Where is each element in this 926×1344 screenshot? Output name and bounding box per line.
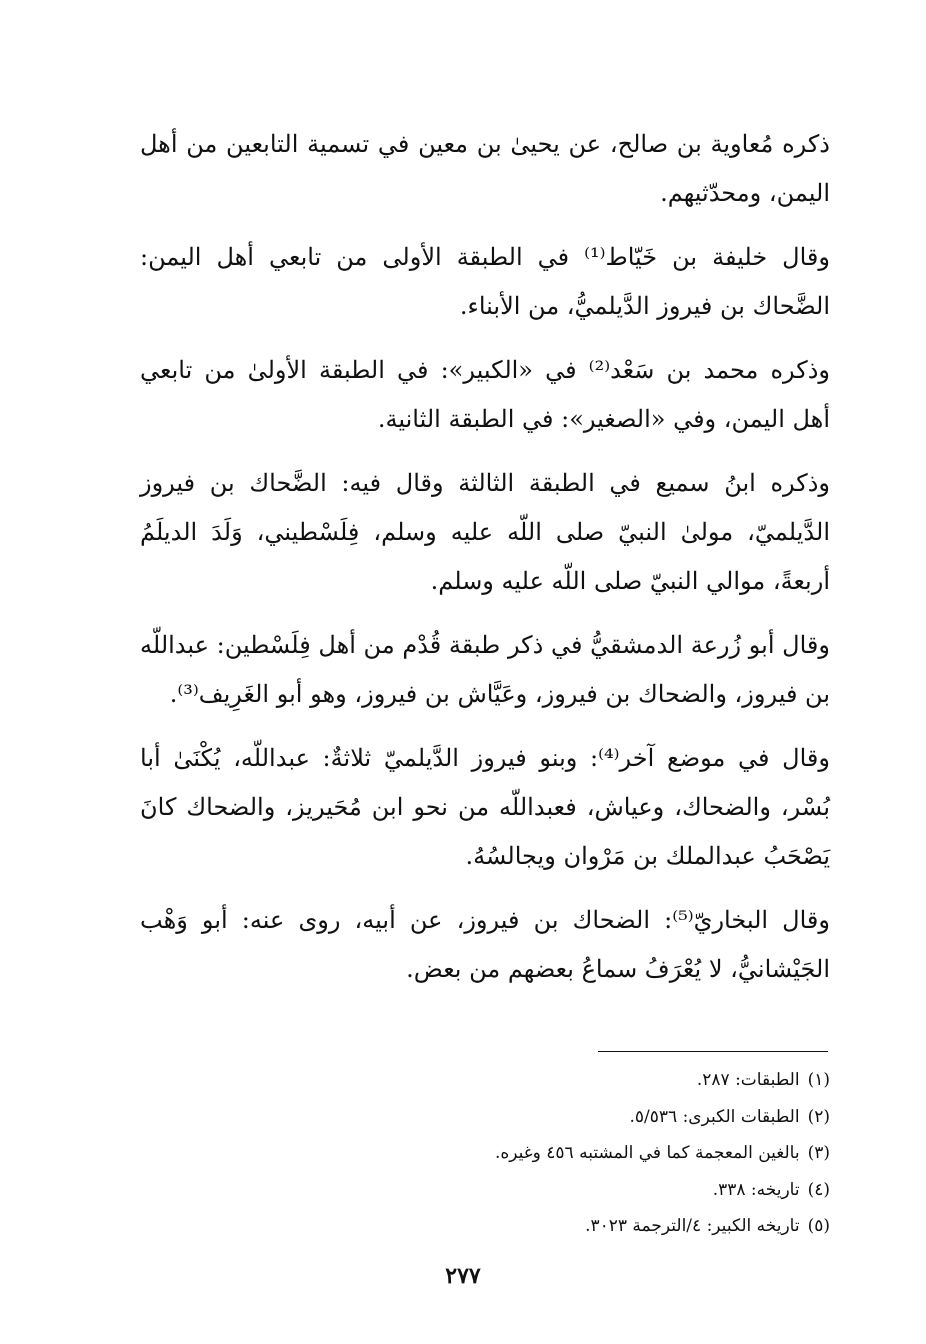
footnote-text: الطبقات الكبرى: ٥/٥٣٦. [629,1106,800,1127]
paragraph-2: وقال خليفة بن خَيّاط⁽¹⁾ في الطبقة الأولى من تابعي أهل اليمن: الضَّحاك بن فيروز الدَّيلميُّ، من الأبناء. [140,243,830,320]
footnotes-list [140,1062,830,1245]
paragraph-4: وذكره ابنُ سميع في الطبقة الثالثة وقال فيه: الضَّحاك بن فيروز الدَّيلميّ، مولىٰ النبيّ صلى اللّه عليه وسلم، فِلَسْطيني، وَلَدَ الديلَمُ أربعةً، موالي النبيّ صلى اللّه عليه وسلم. [140,469,830,595]
footnote-3 [140,1135,830,1172]
footnote-number: (٢) [807,1106,830,1127]
paragraph-6: وقال في موضع آخر⁽⁴⁾: وبنو فيروز الدَّيلميّ ثلاثةٌ: عبداللّه، يُكْنَىٰ أبا بُسْر، والضحاك، وعياش، فعبداللّه من نحو ابن مُحَيريز، والضحاك كانَ يَصْحَبُ عبدالملك بن مَرْوان ويجالسُهُ. [140,744,830,870]
footnote-number: (٥) [807,1216,830,1236]
footnote-text: تاريخه: ٣٣٨. [712,1179,800,1200]
paragraph-7: وقال البخاريّ⁽⁵⁾: الضحاك بن فيروز، عن أبيه، روى عنه: أبو وَهْب الجَيْشانيُّ، لا يُعْرَفُ سماعُ بعضهم من بعض. [140,906,830,983]
footnote-text: الطبقات: ٢٨٧. [696,1070,800,1090]
footnote-1 [140,1062,830,1099]
footnote-number: (٣) [807,1143,830,1163]
footnote-text: تاريخه الكبير: ٤/الترجمة ٣٠٢٣. [585,1216,800,1236]
main-text [140,120,830,1009]
footnote-text: بالغين المعجمة كما في المشتبه ٤٥٦ وغيره. [494,1143,800,1163]
footnote-number: (١) [807,1070,830,1090]
footnote-2 [140,1099,830,1136]
footnote-4 [140,1172,830,1209]
footnote-5 [140,1208,830,1245]
footnote-divider [598,1051,828,1052]
footnote-number: (٤) [807,1179,830,1200]
page-number: ٢٧٧ [445,1263,481,1289]
paragraph-3: وذكره محمد بن سَعْد⁽²⁾ في «الكبير»: في الطبقة الأولىٰ من تابعي أهل اليمن، وفي «الصغير»: في الطبقة الثانية. [140,356,830,433]
paragraph-1: ذكره مُعاوية بن صالح، عن يحيىٰ بن معين في تسمية التابعين من أهل اليمن، ومحدّثيهم. [140,130,830,207]
paragraph-5: وقال أبو زُرعة الدمشقيُّ في ذكر طبقة قُدْم من أهل فِلَسْطين: عبداللّه بن فيروز، والضحاك بن فيروز، وعَيَّاش بن فيروز، وهو أبو الغَرِيف⁽³⁾. [140,631,830,708]
